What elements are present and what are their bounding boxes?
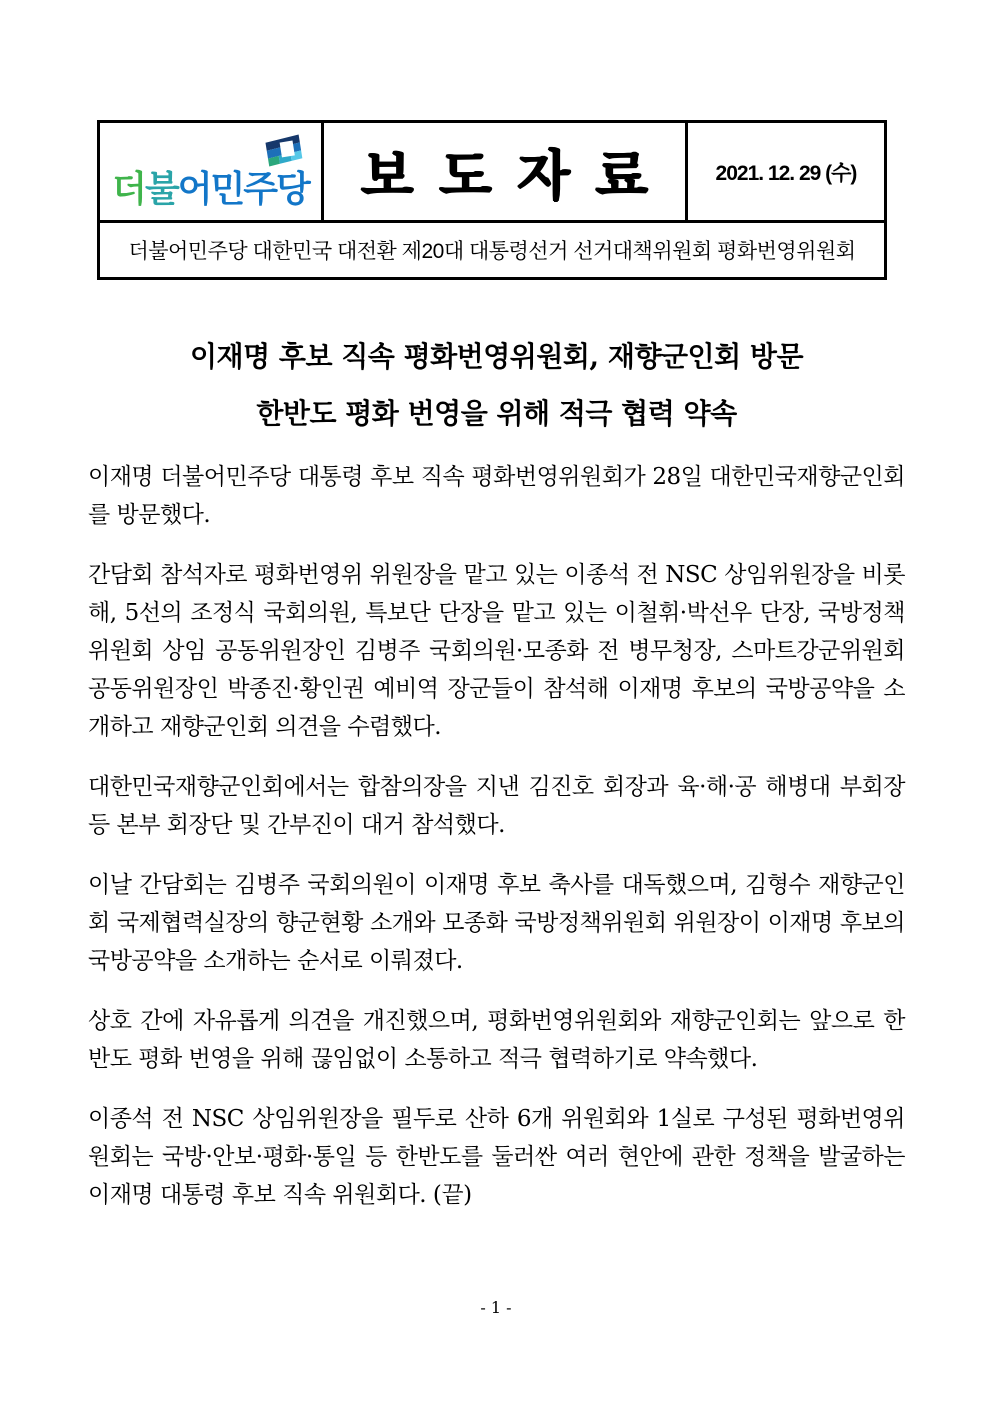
page-footer <box>0 1298 992 1317</box>
paragraph-3: 대한민국재향군인회에서는 합참의장을 지낸 김진호 회장과 육·해·공 해병대 부회장 등 본부 회장단 및 간부진이 대거 참석했다. <box>88 774 905 838</box>
paragraph-6: 이종석 전 NSC 상임위원장을 필두로 산하 6개 위원회와 1실로 구성된 평화번영위원회는 국방·안보·평화·통일 등 한반도를 둘러싼 여러 현안에 관한 정책을 발굴하는 이재명 대통령 후보 직속 위원회다. (끝) <box>88 1106 905 1208</box>
logo-chars-blue: 어민주당 <box>177 168 309 209</box>
paragraph-2: 간담회 참석자로 평화번영위 위원장을 맡고 있는 이종석 전 NSC 상임위원장을 비롯해, 5선의 조정식 국회의원, 특보단 단장을 맡고 있는 이철휘·박선우 단장, 국방정책위원회 상임 공동위원장인 김병주 국회의원·모종화 전 병무청장, 스마트강군위원회 공동위원장인 박종진·황인권 예비역 장군들이 참석해 이재명 후보의 국방공약을 소개하고 재향군인회 의견을 수렴했다. <box>88 562 905 740</box>
header-subtitle-row <box>100 223 884 277</box>
doc-type-label: 보도자료 <box>361 146 674 206</box>
release-date: 2021. 12. 29 (수) <box>715 161 857 185</box>
date-cell <box>688 123 884 220</box>
document-body <box>88 328 905 1236</box>
party-flag-icon <box>263 128 305 174</box>
doc-type-cell <box>321 123 688 220</box>
title-line-1: 이재명 후보 직속 평화번영위원회, 재향군인회 방문 <box>190 340 803 373</box>
committee-subtitle: 더불어민주당 대한민국 대전환 제20대 대통령선거 선거대책위원회 평화번영위원회 <box>128 240 856 263</box>
paragraph-4: 이날 간담회는 김병주 국회의원이 이재명 후보 축사를 대독했으며, 김형수 재향군인회 국제협력실장의 향군현황 소개와 모종화 국방정책위원회 위원장이 이재명 후보의 국방공약을 소개하는 순서로 이뤄졌다. <box>88 872 905 974</box>
header-table <box>97 120 887 280</box>
logo-char-teal: 불 <box>144 168 178 209</box>
header-top-row <box>100 123 884 223</box>
document-title <box>88 328 905 442</box>
paragraph-1: 이재명 더불어민주당 대통령 후보 직속 평화번영위원회가 28일 대한민국재향군인회를 방문했다. <box>88 464 905 528</box>
party-logo <box>100 123 321 220</box>
title-line-2: 한반도 평화 번영을 위해 적극 협력 약속 <box>256 397 737 430</box>
page-number: - 1 - <box>480 1298 512 1317</box>
logo-char-green: 더 <box>112 168 145 209</box>
paragraph-5: 상호 간에 자유롭게 의견을 개진했으며, 평화번영위원회와 재향군인회는 앞으로 한반도 평화 번영을 위해 끊임없이 소통하고 적극 협력하기로 약속했다. <box>88 1008 905 1072</box>
